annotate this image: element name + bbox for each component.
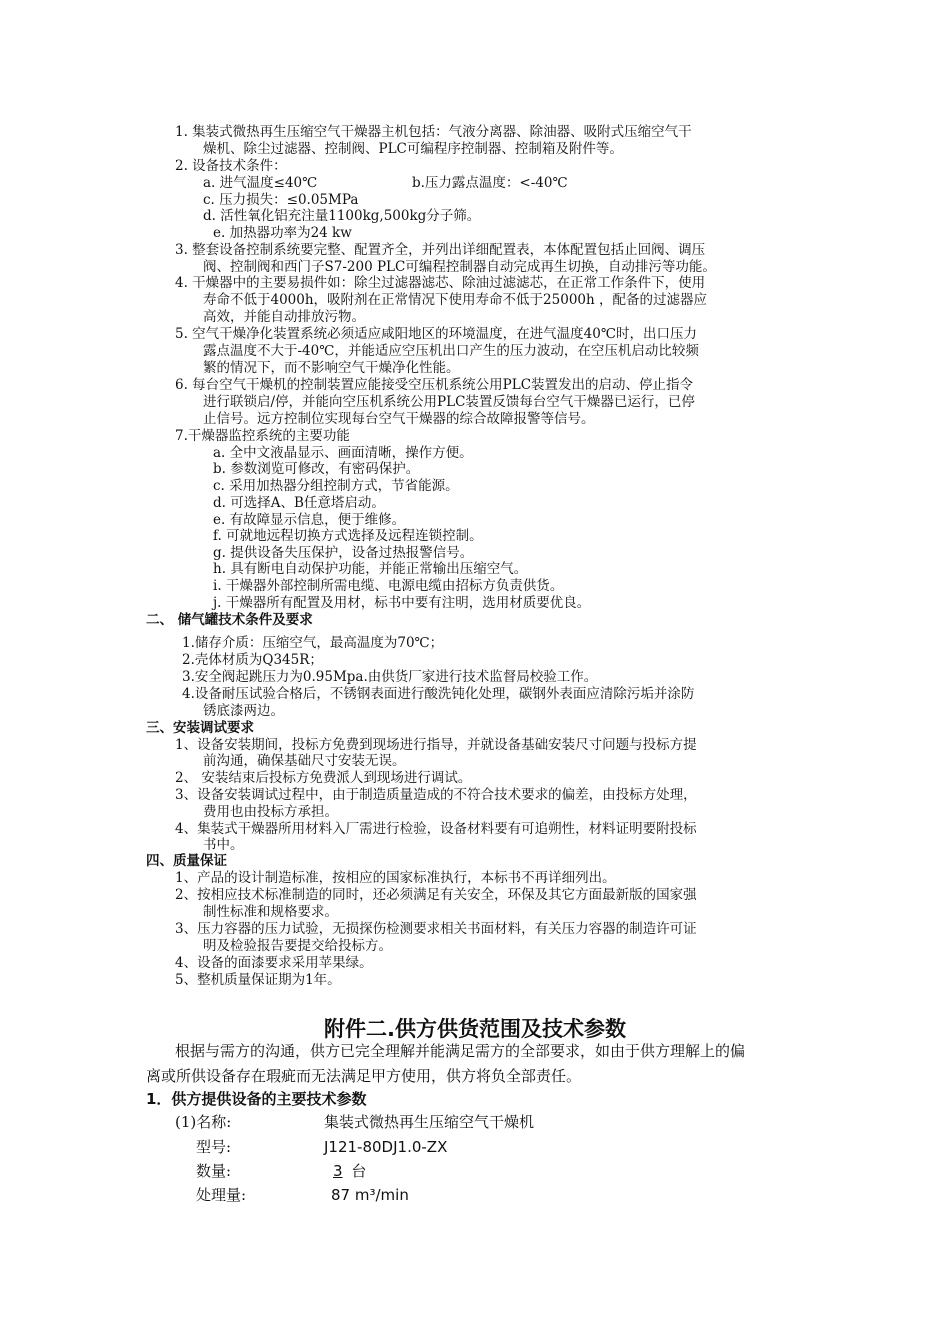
spec-label: (1)名称: [175,1113,232,1131]
list-item: 制性标准和规格要求。 [203,904,338,920]
list-item: 2.壳体材质为Q345R； [182,652,323,668]
list-item: 5. 空气干燥净化装置系统必须适应咸阳地区的环境温度，在进气温度40℃时，出口压力 [175,326,697,342]
list-item: a. 全中文液晶显示、画面清晰，操作方便。 [213,445,473,461]
list-item: 4、设备的面漆要求采用苹果绿。 [175,955,373,971]
list-item: b.压力露点温度：<-40℃ [412,175,568,191]
list-item: d. 可选择A、B任意塔启动。 [213,495,385,511]
section-heading: 四、质量保证 [146,853,227,869]
list-item: c. 采用加热器分组控制方式，节省能源。 [213,478,459,494]
spec-value: 87 m³/min [331,1186,409,1204]
list-item: 3、压力容器的压力试验，无损探伤检测要求相关书面材料，有关压力容器的制造许可证 [175,921,697,937]
list-item: 止信号。远方控制位实现每台空气干燥器的综合故障报警等信号。 [203,411,595,427]
list-item: h. 具有断电自动保护功能，并能正常输出压缩空气。 [213,561,528,577]
list-item: 2. 设备技术条件： [175,158,287,174]
list-item: d. 活性氧化铝充注量1100kg,500kg分子筛。 [203,208,481,224]
spec-label: 处理量: [196,1186,247,1204]
list-item: 3.安全阀起跳压力为0.95Mpa.由供货厂家进行技术监督局校验工作。 [182,669,598,685]
spec-value: J121-80DJ1.0-ZX [324,1138,448,1156]
annex-intro: 根据与需方的沟通，供方已完全理解并能满足需方的全部要求，如由于供方理解上的偏 [175,1042,746,1060]
list-item: 高效，并能自动排放污物。 [203,309,365,325]
quantity-unit: 台 [346,1162,367,1180]
list-item: 7.干燥器监控系统的主要功能 [175,428,350,444]
list-item: 前沟通，确保基础尺寸安装无误。 [203,753,406,769]
list-item: c. 压力损失：≤0.05MPa [203,192,359,208]
list-item: 3. 整套设备控制系统要完整、配置齐全，并列出详细配置表，本体配置包括止回阀、调压 [175,242,706,258]
list-item: 4、集装式干燥器所用材料入厂需进行检验，设备材料要有可追朔性，材料证明要附投标 [175,821,697,837]
list-item: 6. 每台空气干燥机的控制装置应能接受空压机系统公用PLC装置发出的启动、停止指令 [175,377,694,393]
list-item: 2、 安装结束后投标方免费派人到现场进行调试。 [175,770,472,786]
list-item: 4.设备耐压试验合格后，不锈钢表面进行酸洗钝化处理，碳钢外表面应清除污垢并涂防 [182,686,695,702]
list-item: 露点温度不大于-40℃，并能适应空压机出口产生的压力波动，在空压机启动比较频 [203,343,699,359]
list-item: 2、按相应技术标准制造的同时，还必须满足有关安全，环保及其它方面最新版的国家强 [175,887,697,903]
list-item: 1.储存介质：压缩空气，最高温度为70℃； [182,635,444,651]
list-item: 燥机、除尘过滤器、控制阀、PLC可编程序控制器、控制箱及附件等。 [203,141,623,157]
list-item: 明及检验报告要提交给投标方。 [203,938,392,954]
section-heading: 三、安装调试要求 [146,720,254,736]
list-item: 锈底漆两边。 [203,703,284,719]
list-item: e. 有故障显示信息，便于维修。 [213,512,406,528]
annex-intro: 离或所供设备存在瑕疵而无法满足甲方使用，供方将负全部责任。 [146,1067,582,1085]
list-item: e. 加热器功率为24 kw [213,225,352,241]
list-item: 3、设备安装调试过程中，由于制造质量造成的不符合技术要求的偏差，由投标方处理， [175,787,697,803]
spec-value [329,1161,366,1181]
list-item: i. 干燥器外部控制所需电缆、电源电缆由招标方负责供货。 [213,578,564,594]
list-item: 阀、控制阀和西门子S7-200 PLC可编程控制器自动完成再生切换，自动排污等功能。 [203,259,716,275]
list-item: 寿命不低于4000h，吸附剂在正常情况下使用寿命不低于25000h ，配备的过滤器应 [203,292,707,308]
list-item: 1. 集装式微热再生压缩空气干燥器主机包括：气液分离器、除油器、吸附式压缩空气干 [175,124,692,140]
annex-title: 附件二.供方供货范围及技术参数 [324,1017,626,1041]
list-item: 1、设备安装期间，投标方免费到现场进行指导，并就设备基础安装尺寸问题与投标方提 [175,737,697,753]
list-item: b. 参数浏览可修改，有密码保护。 [213,461,420,477]
list-item: 繁的情况下，而不影响空气干燥净化性能。 [203,360,460,376]
list-item: 4. 干燥器中的主要易损件如：除尘过滤器滤芯、除油过滤滤芯，在正常工作条件下，使用 [175,275,706,291]
list-item: j. 干燥器所有配置及用材，标书中要有注明，选用材质要优良。 [213,595,591,611]
list-item: 1、产品的设计制造标准，按相应的国家标准执行，本标书不再详细列出。 [175,870,616,886]
quantity-value: 3 [333,1162,343,1180]
list-item: 书中。 [203,837,244,853]
list-item: f. 可就地远程切换方式选择及远程连锁控制。 [213,528,483,544]
list-item: 费用也由投标方承担。 [203,804,338,820]
annex-heading: 1．供方提供设备的主要技术参数 [146,1090,367,1108]
list-item: 进行联锁启/停，并能向空压机系统公用PLC装置反馈每台空气干燥器已运行，已停 [203,394,695,410]
section-heading: 二、 储气罐技术条件及要求 [146,612,313,628]
spec-label: 数量: [196,1162,232,1180]
spec-label: 型号: [196,1138,232,1156]
list-item: 5、整机质量保证期为1年。 [175,972,341,988]
list-item: a. 进气温度≤40℃ [203,175,318,191]
list-item: g. 提供设备失压保护，设备过热报警信号。 [213,545,474,561]
spec-value: 集装式微热再生压缩空气干燥机 [324,1113,535,1131]
